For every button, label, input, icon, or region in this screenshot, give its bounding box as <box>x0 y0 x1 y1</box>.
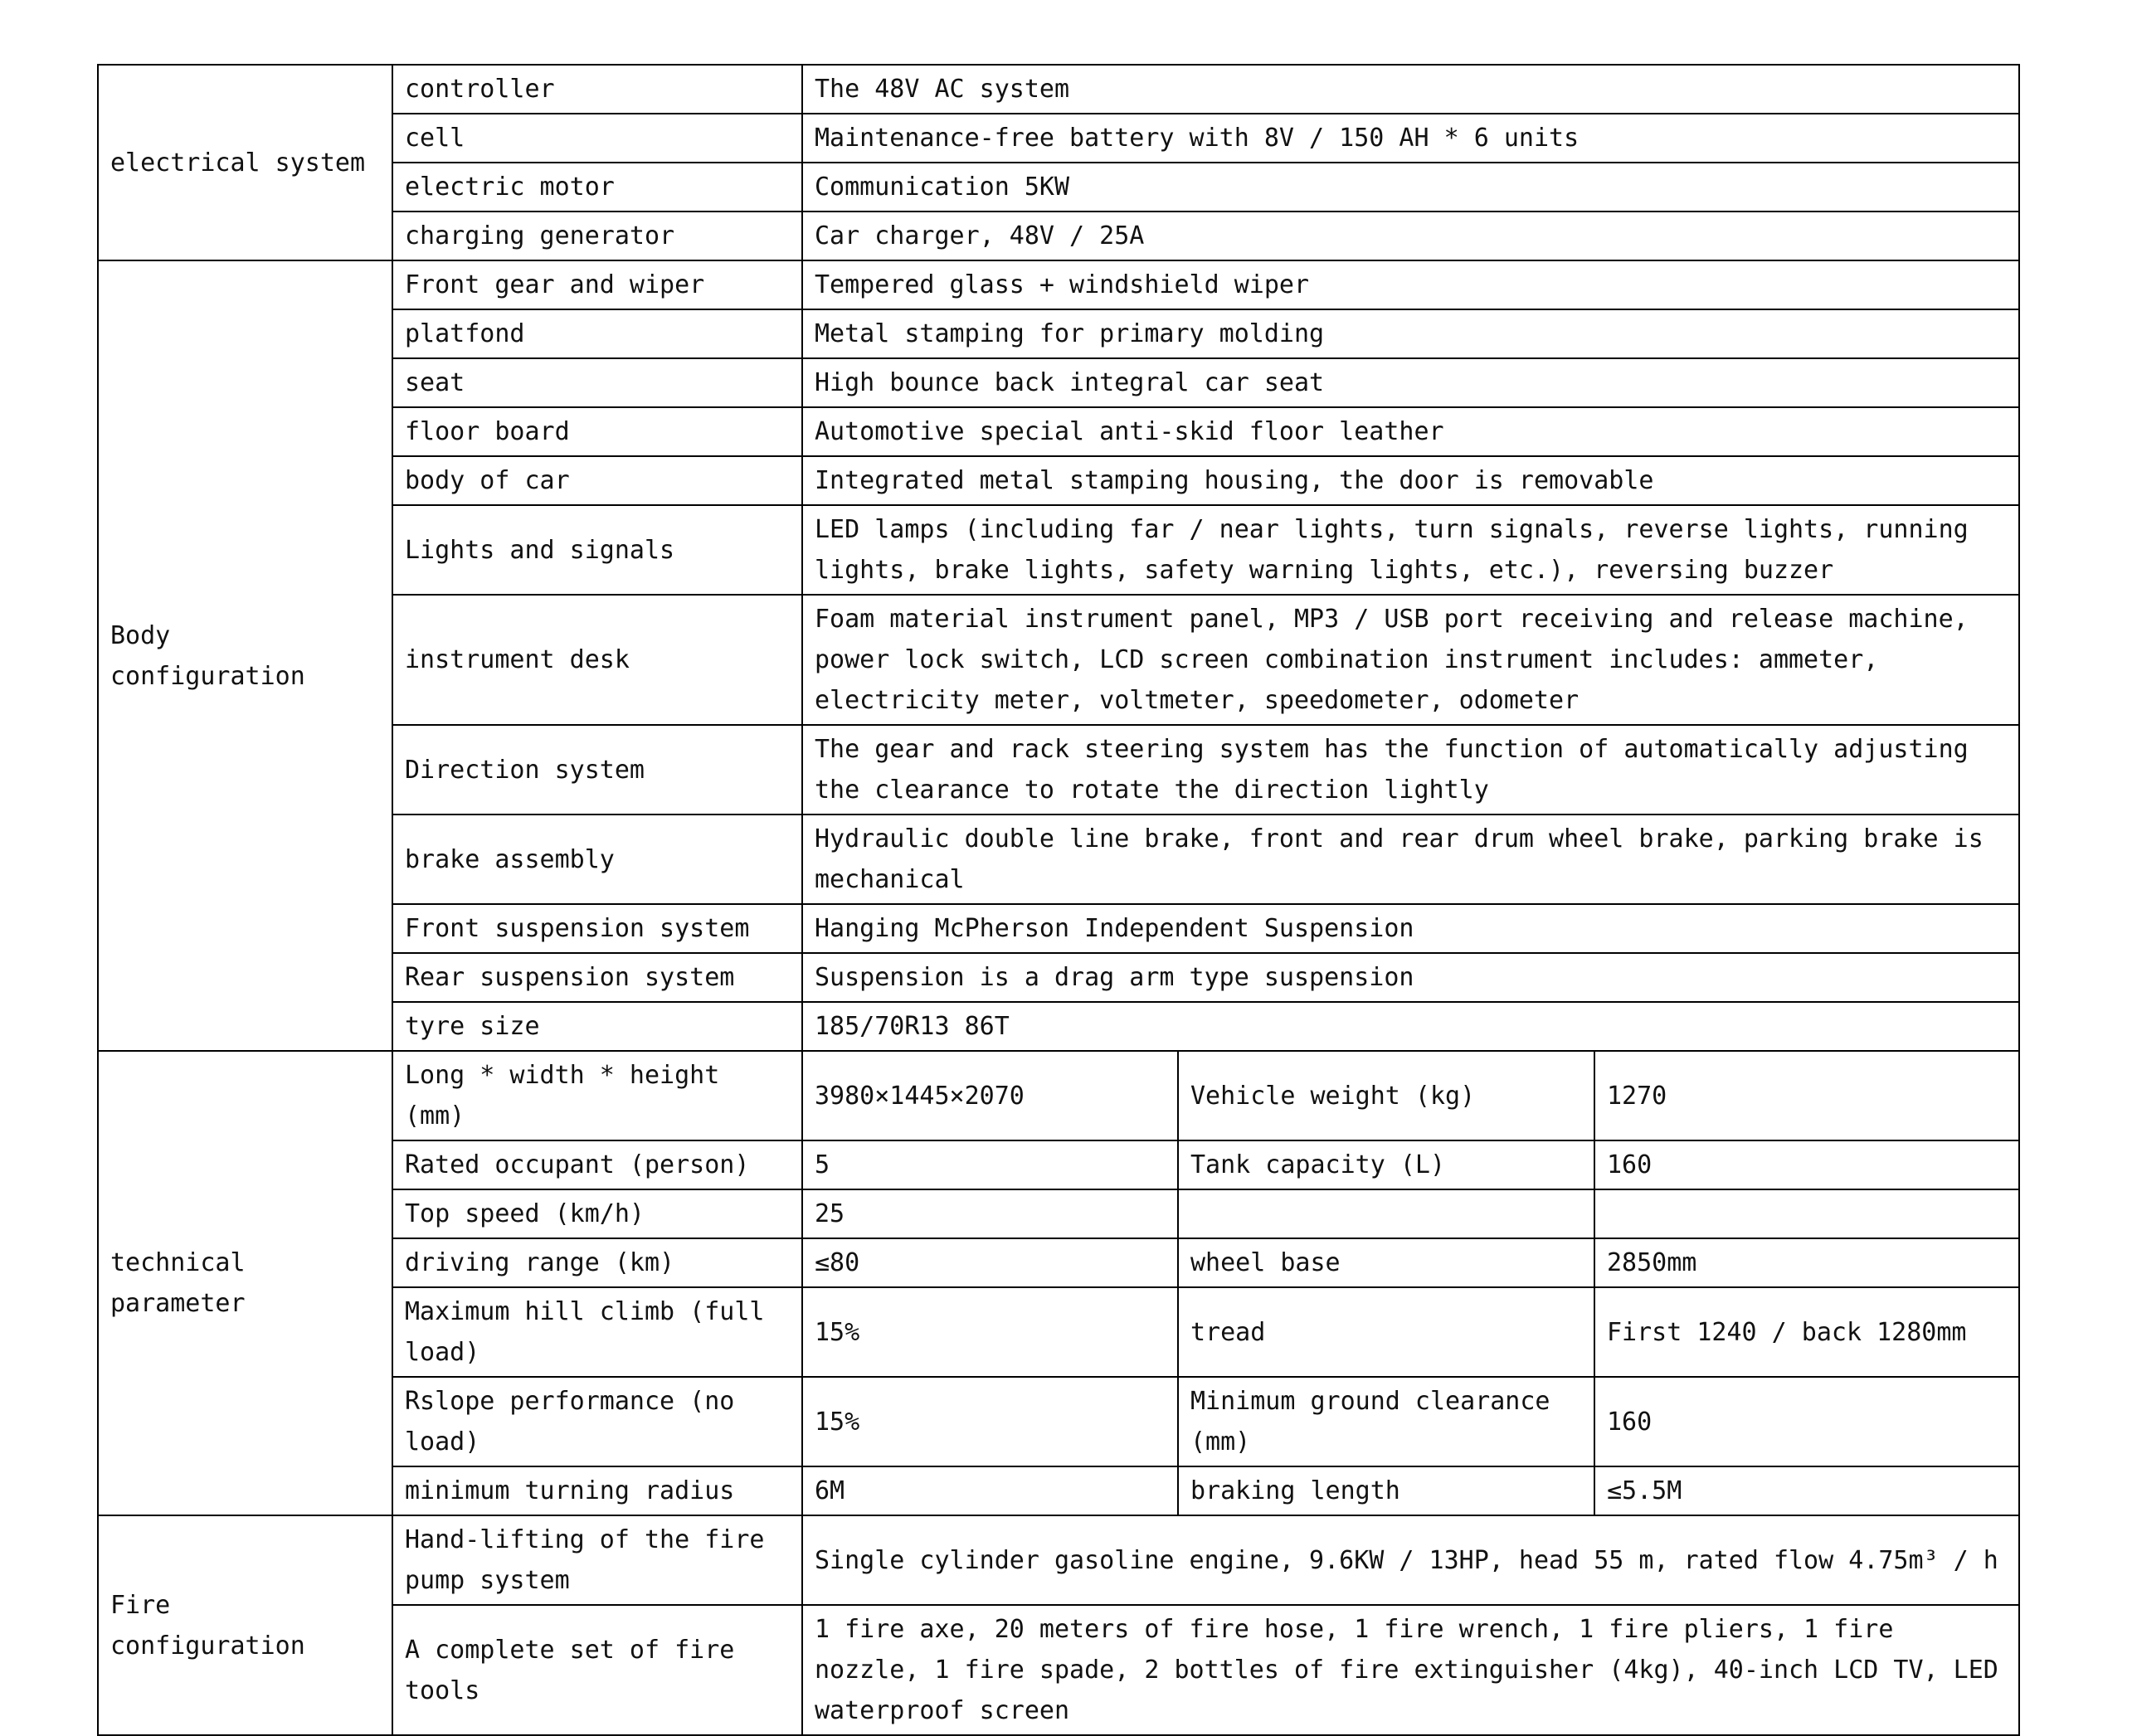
row-label: seat <box>392 358 802 407</box>
row-label: Front gear and wiper <box>392 260 802 309</box>
row-label: controller <box>392 65 802 114</box>
row-label-2 <box>1178 1189 1594 1238</box>
row-value: 1 fire axe, 20 meters of fire hose, 1 fire wrench, 1 fire pliers, 1 fire nozzle, 1 fire spade, 2 bottles of fire extinguisher (4kg), 40-inch LCD TV, LED waterproof screen <box>802 1605 2019 1735</box>
row-value: 25 <box>802 1189 1178 1238</box>
row-label: minimum turning radius <box>392 1466 802 1515</box>
row-value: ≤80 <box>802 1238 1178 1287</box>
row-value-2: First 1240 / back 1280mm <box>1594 1287 2019 1377</box>
row-label: platfond <box>392 309 802 358</box>
row-value: LED lamps (including far / near lights, turn signals, reverse lights, running lights, brake lights, safety warning lights, etc.), reversing buzzer <box>802 505 2019 595</box>
table-row <box>98 260 2019 309</box>
row-label-2: wheel base <box>1178 1238 1594 1287</box>
row-label: tyre size <box>392 1002 802 1051</box>
row-value: 15% <box>802 1377 1178 1466</box>
row-label: Lights and signals <box>392 505 802 595</box>
row-label-2: Vehicle weight (kg) <box>1178 1051 1594 1140</box>
row-value: 6M <box>802 1466 1178 1515</box>
row-value-2: ≤5.5M <box>1594 1466 2019 1515</box>
row-value: 185/70R13 86T <box>802 1002 2019 1051</box>
group-label-electrical-system: electrical system <box>98 65 392 260</box>
row-label: A complete set of fire tools <box>392 1605 802 1735</box>
row-label: floor board <box>392 407 802 456</box>
row-label: instrument desk <box>392 595 802 725</box>
row-label-2: braking length <box>1178 1466 1594 1515</box>
table-row <box>98 65 2019 114</box>
row-value: Foam material instrument panel, MP3 / USB port receiving and release machine, power lock switch, LCD screen combination instrument includes: ammeter, electricity meter, voltmeter, speedometer, odometer <box>802 595 2019 725</box>
row-value-2: 160 <box>1594 1377 2019 1466</box>
row-value: Communication 5KW <box>802 163 2019 212</box>
row-value: Hydraulic double line brake, front and rear drum wheel brake, parking brake is mechanical <box>802 815 2019 904</box>
row-label: Rear suspension system <box>392 953 802 1002</box>
table-row <box>98 1051 2019 1140</box>
row-label: electric motor <box>392 163 802 212</box>
row-value: 15% <box>802 1287 1178 1377</box>
group-label-technical-parameter: technical parameter <box>98 1051 392 1515</box>
row-label: body of car <box>392 456 802 505</box>
row-label-2: Minimum ground clearance (mm) <box>1178 1377 1594 1466</box>
spec-page <box>97 64 2018 1736</box>
row-label: Front suspension system <box>392 904 802 953</box>
row-value: Maintenance-free battery with 8V / 150 AH * 6 units <box>802 114 2019 163</box>
row-label-2: tread <box>1178 1287 1594 1377</box>
row-value: Car charger, 48V / 25A <box>802 212 2019 260</box>
row-value: 3980×1445×2070 <box>802 1051 1178 1140</box>
row-label: Maximum hill climb (full load) <box>392 1287 802 1377</box>
row-value: Metal stamping for primary molding <box>802 309 2019 358</box>
group-label-fire-configuration: Fire configuration <box>98 1515 392 1735</box>
row-value: Hanging McPherson Independent Suspension <box>802 904 2019 953</box>
row-value: 5 <box>802 1140 1178 1189</box>
row-value: The gear and rack steering system has the function of automatically adjusting the clearance to rotate the direction lightly <box>802 725 2019 815</box>
row-value: Automotive special anti-skid floor leather <box>802 407 2019 456</box>
specification-table <box>97 64 2020 1736</box>
table-row <box>98 1515 2019 1605</box>
row-value: The 48V AC system <box>802 65 2019 114</box>
row-value-2: 1270 <box>1594 1051 2019 1140</box>
row-label: charging generator <box>392 212 802 260</box>
row-label: Long * width * height (mm) <box>392 1051 802 1140</box>
row-label: Rslope performance (no load) <box>392 1377 802 1466</box>
row-value-2 <box>1594 1189 2019 1238</box>
row-label-2: Tank capacity (L) <box>1178 1140 1594 1189</box>
row-value: Single cylinder gasoline engine, 9.6KW / 13HP, head 55 m, rated flow 4.75m³ / h <box>802 1515 2019 1605</box>
row-value-2: 2850mm <box>1594 1238 2019 1287</box>
row-label: Rated occupant (person) <box>392 1140 802 1189</box>
row-value: Tempered glass + windshield wiper <box>802 260 2019 309</box>
row-label: Top speed (km/h) <box>392 1189 802 1238</box>
row-label: Hand-lifting of the fire pump system <box>392 1515 802 1605</box>
row-label: brake assembly <box>392 815 802 904</box>
row-value: Suspension is a drag arm type suspension <box>802 953 2019 1002</box>
row-value-2: 160 <box>1594 1140 2019 1189</box>
group-label-body-configuration: Body configuration <box>98 260 392 1051</box>
row-label: cell <box>392 114 802 163</box>
row-value: Integrated metal stamping housing, the door is removable <box>802 456 2019 505</box>
row-label: Direction system <box>392 725 802 815</box>
row-label: driving range (km) <box>392 1238 802 1287</box>
row-value: High bounce back integral car seat <box>802 358 2019 407</box>
